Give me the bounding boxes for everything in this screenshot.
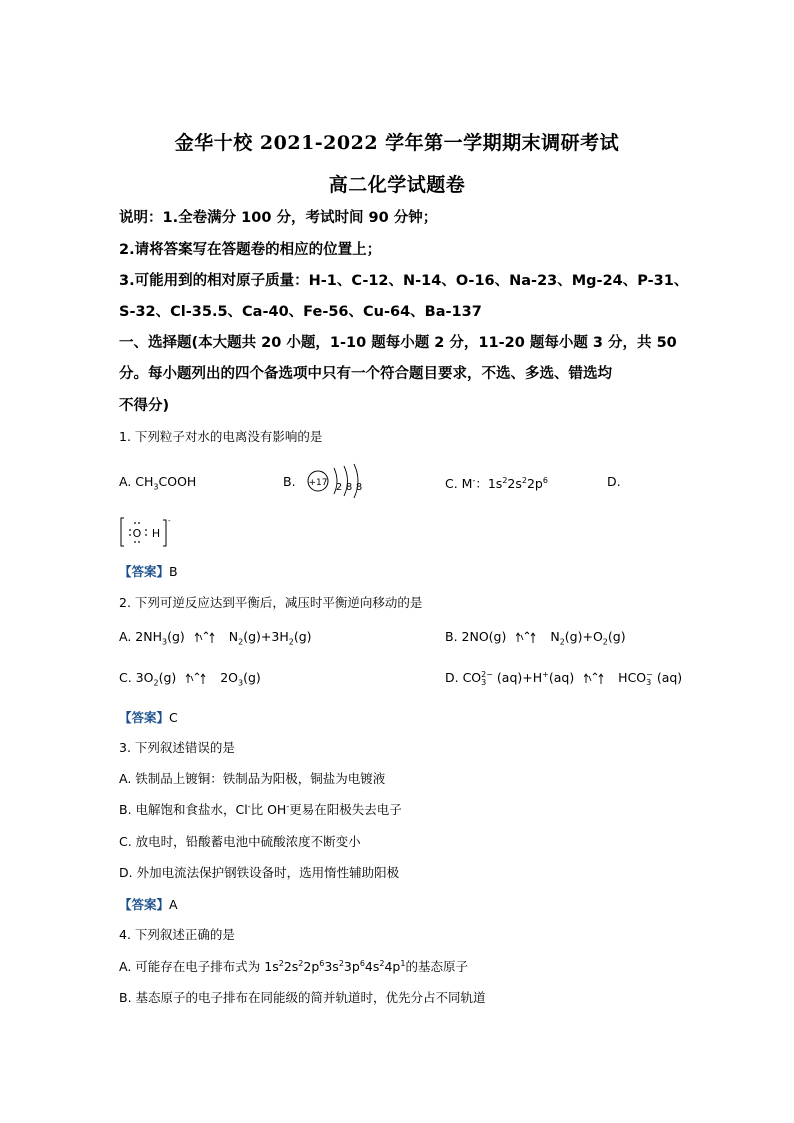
q4-option-a	[119, 957, 468, 975]
q2-a-right-sub2: 2	[288, 637, 294, 647]
q1-shell-3: 8	[355, 482, 363, 493]
q2-d-left-sup2: +	[542, 670, 549, 679]
q3-answer-tag: 【答案】	[119, 897, 170, 912]
q1-nucleus-charge: +17	[308, 478, 328, 488]
q2-c-left-sub: 2	[153, 678, 159, 688]
q4-a-p0: 2	[278, 958, 284, 968]
q3-option-a: A. 铁制品上镀铜：铁制品为阳极，铜盐为电镀液	[119, 771, 386, 786]
q2-d-right-sub: 3	[646, 677, 652, 687]
q1-answer-tag: 【答案】	[119, 564, 170, 579]
q4-a-p12: 1	[400, 958, 406, 968]
q3-b-sup2: -	[286, 801, 290, 811]
q1-answer-value: B	[169, 564, 178, 579]
page-subtitle: 高二化学试题卷	[328, 174, 466, 196]
q3-answer	[119, 894, 178, 913]
q2-c-left: C. 3O	[119, 670, 154, 685]
q4-a-p6: 2	[338, 958, 344, 968]
q2-d-left-sub: 3	[481, 677, 487, 687]
svg-text:-: -	[168, 517, 171, 525]
q1-c-label: C. M	[445, 476, 473, 491]
q2-d-right-sup: −	[646, 669, 653, 679]
instruction-line-1: 说明：1.全卷满分 100 分，考试时间 90 分钟；	[119, 210, 438, 226]
section-heading-line-2: 分。每小题列出的四个备选项中只有一个符合题目要求，不选、多选、错选均	[119, 366, 612, 382]
question-4-stem: 4. 下列叙述正确的是	[119, 927, 235, 942]
q2-a-left-state: (g)	[167, 629, 185, 644]
q1-a-rest: COOH	[158, 474, 197, 489]
question-3-stem: 3. 下列叙述错误的是	[119, 740, 235, 755]
q2-d-left-end: (aq)	[548, 670, 575, 686]
q1-a-sub: 3	[153, 482, 159, 492]
q3-b-sup1: -	[247, 801, 251, 811]
q4-option-b: B. 基态原子的电子排布在同能级的简并轨道时，优先分占不同轨道	[119, 990, 486, 1005]
instruction-line-3: 3.可能用到的相对原子质量：H-1、C-12、N-14、O-16、Na-23、Mg-24、P-31、	[119, 273, 689, 289]
question-2-stem: 2. 下列可逆反应达到平衡后，减压时平衡逆向移动的是	[119, 595, 423, 610]
section-heading-line-3: 不得分)	[119, 398, 170, 414]
q1-shell-1: 2	[335, 482, 343, 493]
page-title: 金华十校 2021-2022 学年第一学期期末调研考试	[174, 132, 620, 154]
question-1-stem: 1. 下列粒子对水的电离没有影响的是	[119, 429, 323, 444]
equilibrium-arrow-icon	[195, 631, 219, 645]
q3-b-mid: 比 OH	[250, 802, 287, 817]
q4-a-p10: 2	[379, 958, 385, 968]
q1-lewis-oxygen: O	[132, 527, 142, 540]
q4-a-p3: 2p	[303, 959, 320, 974]
q3-b-end: 更易在阳极失去电子	[289, 802, 402, 817]
q3-answer-value: A	[169, 897, 178, 912]
q2-a-right-end: (g)	[293, 629, 312, 644]
q4-a-p7: 3p	[343, 959, 360, 974]
q2-b-right: N	[550, 629, 560, 644]
q2-c-left-state: (g)	[158, 670, 177, 685]
q1-a-text: A. CH	[119, 474, 154, 489]
q2-answer	[119, 707, 178, 726]
q1-c-rest: ：1s	[475, 476, 503, 491]
q1-c-sup1: 2	[502, 475, 508, 485]
q1-option-a	[119, 474, 196, 492]
q2-d-right-end: (aq)	[652, 670, 683, 686]
q2-c-right-end: (g)	[243, 670, 261, 685]
q1-c-charge: -	[472, 475, 476, 485]
q1-option-c	[445, 474, 548, 492]
q4-a-p4: 6	[319, 958, 325, 968]
q2-c-right: 2O	[220, 670, 239, 685]
q2-b-right-sub2: 2	[602, 637, 608, 647]
q4-a-p1: 2s	[283, 959, 299, 974]
q1-atomic-structure-diagram	[306, 462, 372, 504]
q3-option-b	[119, 800, 402, 818]
q2-a-right-sub: 2	[238, 637, 244, 647]
equilibrium-arrow-icon	[516, 631, 540, 645]
q2-a-left-sub: 3	[161, 637, 168, 647]
q2-d-left-sup: 2−	[481, 669, 493, 679]
q2-option-c	[119, 670, 261, 688]
q2-a-right-mid: (g)+3H	[243, 629, 289, 644]
equilibrium-arrow-icon	[186, 672, 210, 686]
q2-d-left-mid: (aq)+H	[492, 670, 543, 686]
q2-answer-value: C	[169, 710, 178, 725]
q1-c-orb2: 2s	[507, 476, 522, 491]
q4-a-pre: A. 可能存在电子排布式为 1s	[119, 959, 279, 974]
q2-option-a	[119, 629, 312, 647]
q2-d-right: HCO	[618, 670, 647, 686]
q1-option-d-label: D.	[607, 474, 621, 489]
q1-shell-2: 8	[345, 482, 353, 493]
instruction-line-2: 2.请将答案写在答题卷的相应的位置上；	[119, 242, 382, 258]
q2-c-right-sub: 3	[238, 678, 244, 688]
q1-c-sup3: 6	[542, 475, 548, 485]
q2-option-b	[445, 629, 626, 647]
q1-hydroxide-lewis-structure	[119, 516, 171, 552]
q4-a-end: 的基态原子	[405, 959, 468, 974]
q2-b-right-mid: (g)+O	[564, 629, 603, 644]
q2-a-right: N	[228, 629, 239, 644]
q1-lewis-hydrogen: H	[151, 527, 161, 540]
q1-option-b-label: B.	[283, 474, 296, 489]
q3-b-pre: B. 电解饱和食盐水，Cl	[119, 802, 248, 817]
equilibrium-arrow-icon	[584, 672, 608, 686]
q2-b-right-end: (g)	[607, 629, 626, 644]
q1-answer	[119, 561, 178, 580]
q2-d-left: D. CO	[445, 670, 482, 686]
q2-answer-tag: 【答案】	[119, 710, 170, 725]
q2-b-right-sub: 2	[559, 637, 565, 647]
q2-option-d	[445, 670, 682, 687]
q1-c-orb3: 2p	[526, 476, 543, 491]
q4-a-p5: 3s	[324, 959, 339, 974]
q4-a-p11: 4p	[384, 959, 401, 974]
q4-a-p9: 4s	[364, 959, 380, 974]
q4-a-p8: 6	[359, 958, 365, 968]
q2-b-left: B. 2NO(g)	[445, 629, 507, 644]
q2-a-left: A. 2NH	[119, 629, 162, 644]
section-heading-line-1: 一、选择题(本大题共 20 小题，1-10 题每小题 2 分，11-20 题每小题 3 分，共 50	[119, 335, 677, 351]
q3-option-c: C. 放电时，铅酸蓄电池中硫酸浓度不断变小	[119, 834, 361, 849]
q3-option-d: D. 外加电流法保护钢铁设备时，选用惰性辅助阳极	[119, 865, 400, 880]
q1-c-sup2: 2	[521, 475, 527, 485]
instruction-line-4: S-32、Cl-35.5、Ca-40、Fe-56、Cu-64、Ba-137	[119, 304, 482, 320]
q4-a-p2: 2	[298, 958, 304, 968]
